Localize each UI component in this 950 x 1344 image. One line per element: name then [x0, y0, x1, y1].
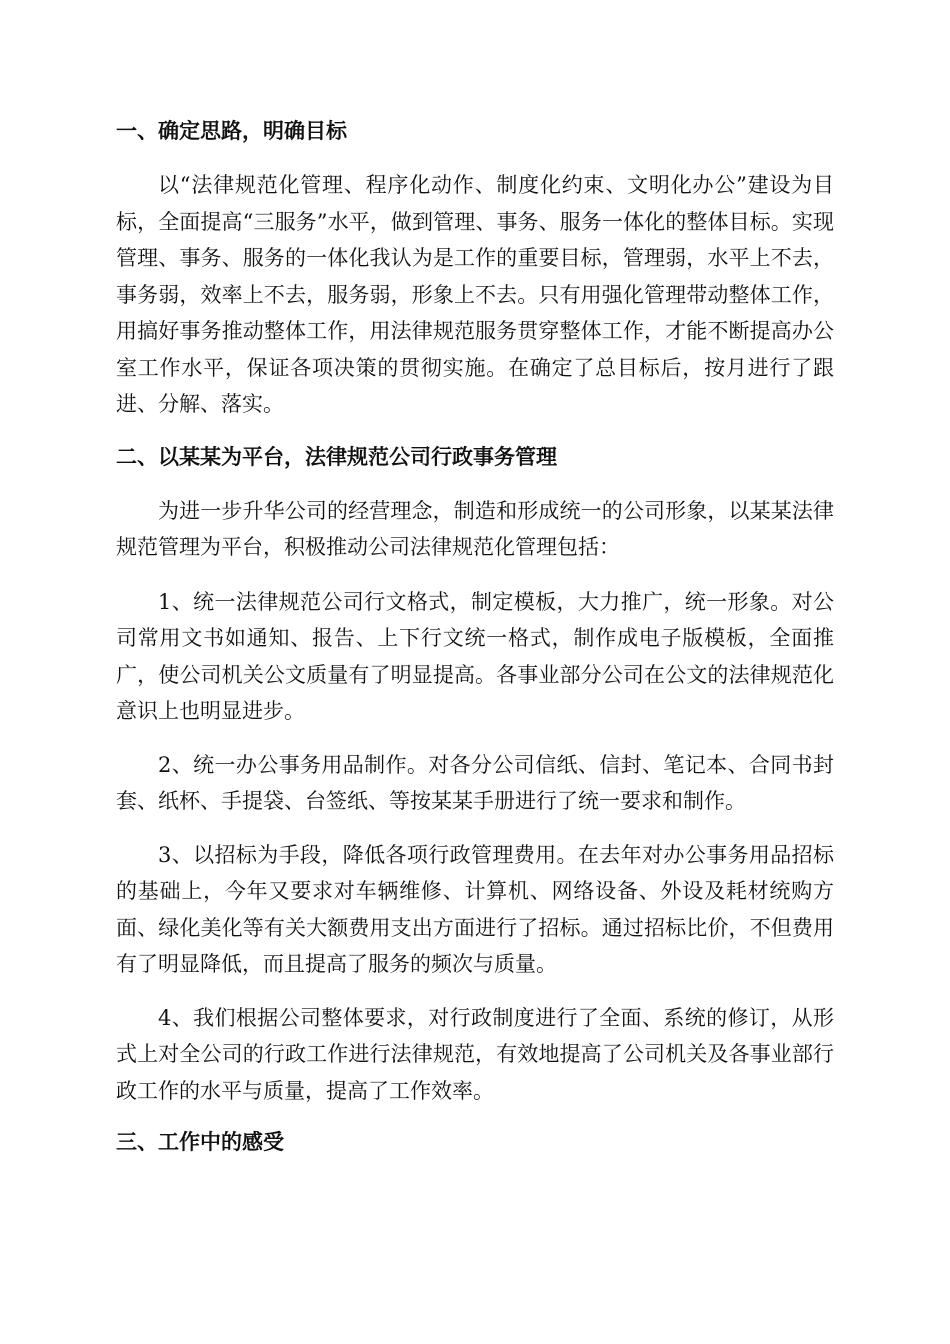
section-heading-2: 二、以某某为平台，法律规范公司行政事务管理	[116, 444, 557, 469]
section-2-item-1: 1、统一法律规范公司行文格式，制定模板，大力推广，统一形象。对公司常用文书如通知、报告、上下行文统一格式，制作成电子版模板，全面推广，使公司机关公文质量有了明显提高。各事业部分公司在公文的法律规范化意识上也明显进步。	[116, 589, 834, 723]
section-heading-1: 一、确定思路，明确目标	[116, 119, 347, 143]
section-1-paragraph-1: 以“法律规范化管理、程序化动作、制度化约束、文明化办公”建设为目标，全面提高“三服务”水平，做到管理、事务、服务一体化的整体目标。实现管理、事务、服务的一体化我认为是工作的重要目标，管理弱，水平上不去，事务弱，效率上不去，服务弱，形象上不去。只有用强化管理带动整体工作，用搞好事务推动整体工作，用法律规范服务贯穿整体工作，才能不断提高办公室工作水平，保证各项决策的贯彻实施。在确定了总目标后，按月进行了跟进、分解、落实。	[116, 173, 834, 416]
section-2-item-3: 3、以招标为手段，降低各项行政管理费用。在去年对办公事务用品招标的基础上，今年又要求对车辆维修、计算机、网络设备、外设及耗材统购方面、绿化美化等有关大额费用支出方面进行了招标。通过招标比价，不但费用有了明显降低，而且提高了服务的频次与质量。	[116, 842, 834, 976]
section-heading-3: 三、工作中的感受	[116, 1130, 284, 1154]
section-2-paragraph-intro: 为进一步升华公司的经营理念，制造和形成统一的公司形象，以某某法律规范管理为平台，积极推动公司法律规范化管理包括：	[116, 498, 834, 559]
section-2-item-2: 2、统一办公事务用品制作。对各分公司信纸、信封、笔记本、合同书封套、纸杯、手提袋、台签纸、等按某某手册进行了统一要求和制作。	[116, 752, 834, 813]
section-2-item-4: 4、我们根据公司整体要求，对行政制度进行了全面、系统的修订，从形式上对全公司的行政工作进行法律规范，有效地提高了公司机关及各事业部行政工作的水平与质量，提高了工作效率。	[116, 1005, 834, 1103]
